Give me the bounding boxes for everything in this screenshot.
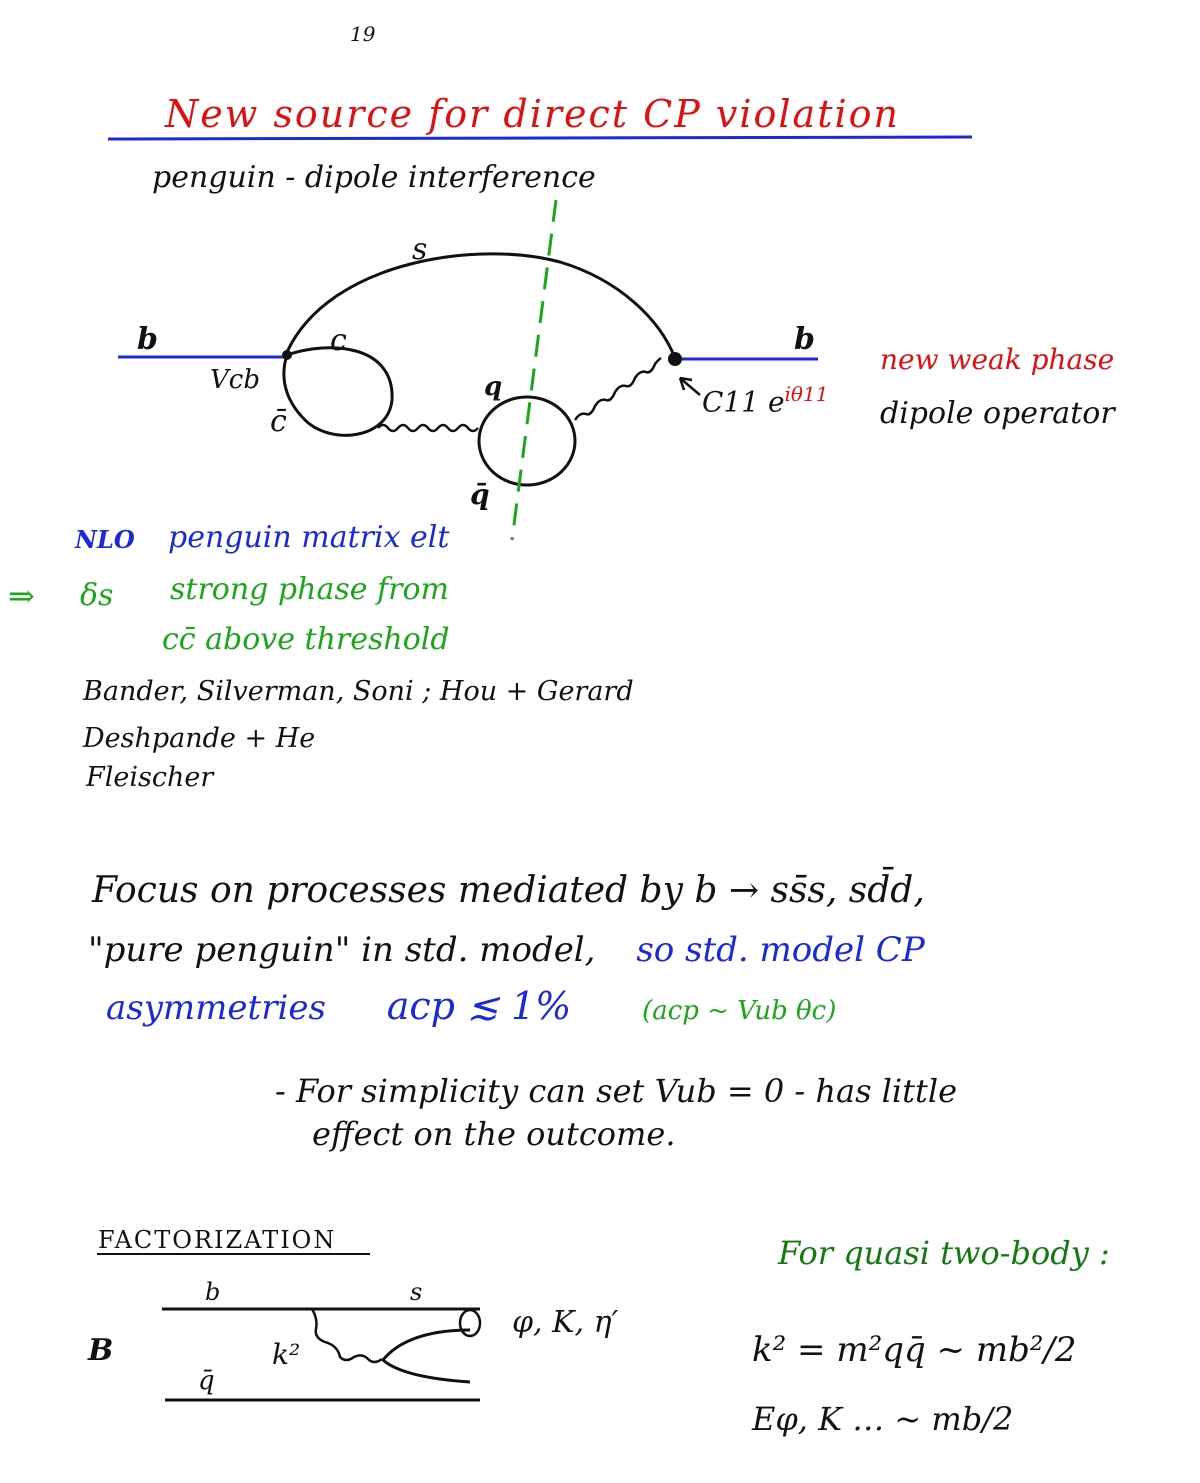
- energy-equation: Eφ, K … ~ mb/2: [752, 1400, 1014, 1438]
- subtitle: penguin - dipole interference: [152, 160, 596, 195]
- label-cbar: c̄: [270, 404, 287, 439]
- refs-line-1: Bander, Silverman, Soni ; Hou + Gerard: [83, 676, 634, 707]
- page-title: New source for direct CP violation: [165, 92, 900, 136]
- new-weak-phase: new weak phase: [880, 343, 1115, 376]
- pointer-arrow: [680, 378, 700, 395]
- refs-line-3: Fleischer: [86, 762, 214, 793]
- fact-label-B: B: [88, 1333, 114, 1368]
- vertex-right: [668, 352, 682, 366]
- quasi-two-body-heading: For quasi two-body :: [778, 1234, 1110, 1272]
- label-b-left: b: [137, 322, 158, 357]
- label-qbar: q̄: [470, 478, 490, 511]
- fact-quark-pair: [383, 1330, 470, 1382]
- label-q: q: [484, 372, 503, 402]
- coupling-phase: iθ11: [784, 382, 829, 406]
- dipole-operator: dipole operator: [880, 396, 1115, 431]
- focus-line-2-black: "pure penguin" in std. model,: [88, 930, 596, 970]
- asymmetries-text: asymmetries: [106, 988, 326, 1028]
- acp-bound: acp ≲ 1%: [386, 984, 572, 1028]
- k2-equation: k² = m²qq̄ ~ mb²/2: [752, 1330, 1077, 1370]
- delta-s: δs: [80, 578, 114, 613]
- cut-line: [512, 200, 556, 540]
- refs-line-2: Deshpande + He: [83, 723, 316, 754]
- strong-phase: strong phase from: [170, 572, 449, 607]
- coupling-text: C11 e: [702, 385, 785, 419]
- acp-relation: (acp ~ Vub θc): [642, 996, 837, 1026]
- focus-line-3: [106, 984, 836, 1028]
- label-s-top: s: [412, 232, 428, 267]
- fact-gluon: [312, 1309, 382, 1362]
- label-b-right: b: [794, 322, 815, 357]
- focus-line-2-blue: so std. model CP: [636, 930, 925, 970]
- simplicity-line-1: - For simplicity can set Vub = 0 - has little: [275, 1072, 958, 1110]
- cc-threshold: cc̄ above threshold: [162, 622, 450, 657]
- fact-label-b: b: [205, 1278, 221, 1306]
- label-vcb: Vcb: [210, 365, 260, 395]
- fact-label-s: s: [410, 1278, 423, 1306]
- fact-blob: [460, 1310, 480, 1336]
- arrow-implies: ⇒: [8, 577, 35, 615]
- quark-loop: [479, 397, 575, 485]
- label-c: c: [330, 323, 347, 358]
- factorization-heading: FACTORIZATION: [98, 1226, 337, 1254]
- final-states: φ, K, η′: [512, 1305, 619, 1340]
- title-underline: [108, 137, 972, 139]
- simplicity-line-2: effect on the outcome.: [312, 1115, 676, 1153]
- page-number: 19: [350, 22, 376, 46]
- gluon-line-left: [378, 425, 478, 431]
- fact-label-k2: k²: [272, 1338, 301, 1371]
- focus-line-2: [88, 930, 925, 970]
- focus-line-1: Focus on processes mediated by b → ss̄s, sd̄d,: [92, 870, 925, 911]
- charm-loop: [284, 348, 392, 436]
- nlo-text: penguin matrix elt: [168, 520, 450, 555]
- coupling-label: [702, 382, 828, 418]
- fact-label-qbar: q̄: [198, 1366, 215, 1396]
- nlo-label: NLO: [75, 525, 135, 554]
- gluon-line-right: [575, 358, 661, 420]
